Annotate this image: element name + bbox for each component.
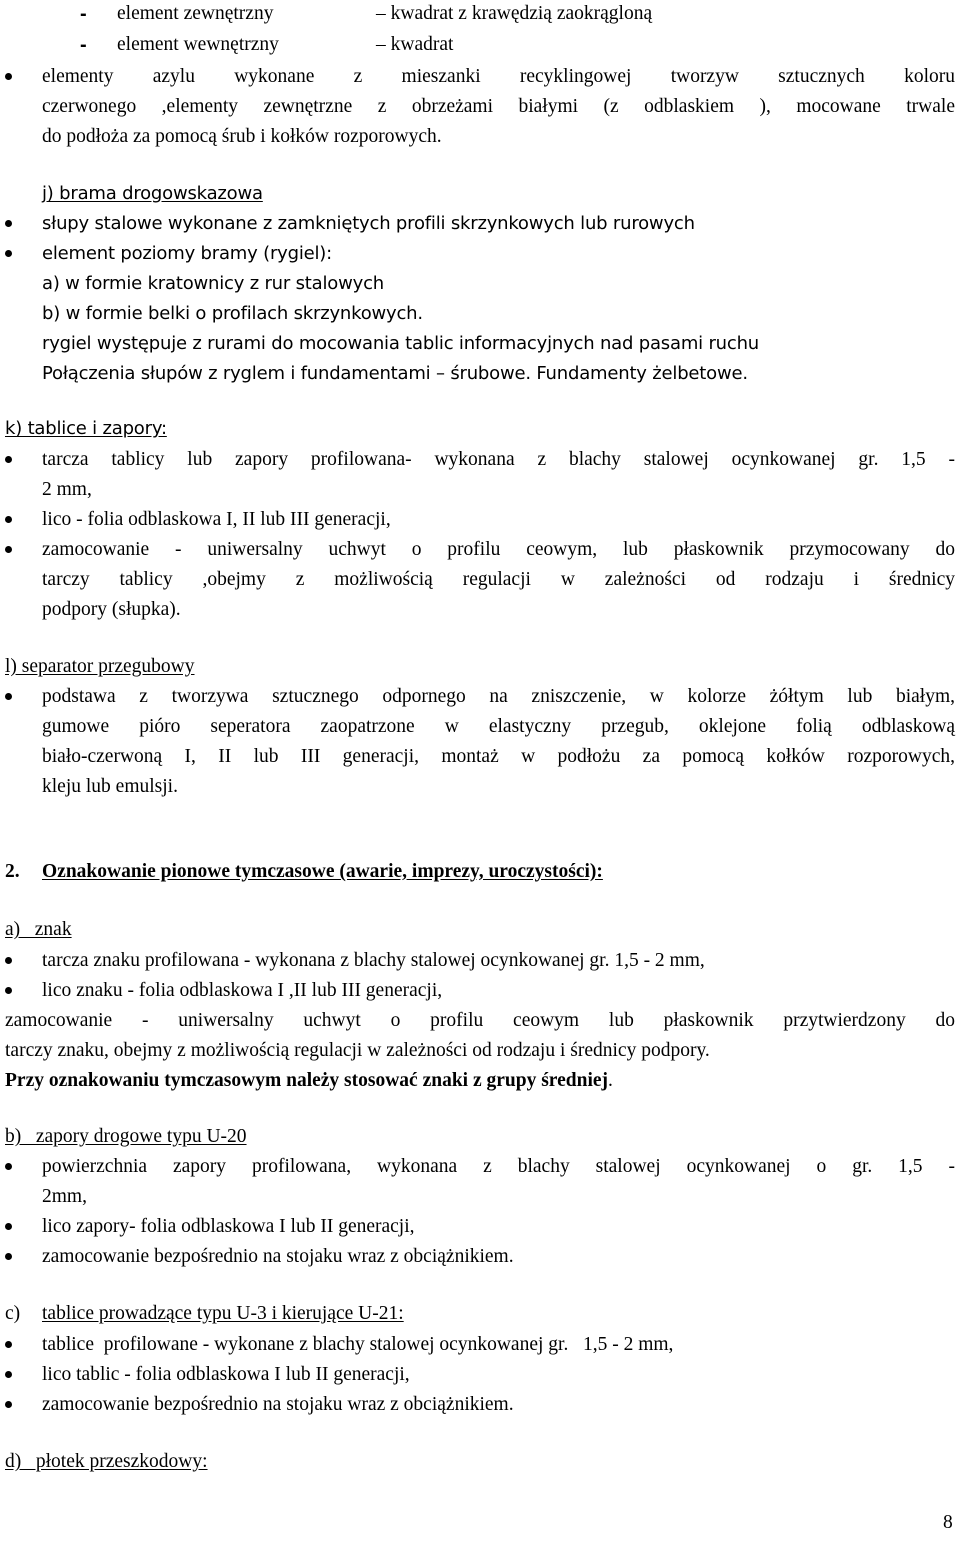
page-number: 8 — [943, 1512, 953, 1533]
section-k-bullet-1-line-1: tarcza tablicy lub zapory profilowana- wykonana z blachy stalowej ocynkowanej gr. 1,5 - — [42, 449, 955, 470]
asylum-line-3: do podłoża za pomocą śrub i kołków rozporowych. — [42, 126, 442, 147]
bullet-icon — [5, 1163, 12, 1170]
section-b-bullet-1-line-1: powierzchnia zapory profilowana, wykonana z blachy stalowej ocynkowanej o gr. 1,5 - — [42, 1156, 955, 1177]
section-c-bullet-2: lico tablic - folia odblaskowa I lub II generacji, — [42, 1364, 410, 1385]
section-b-bullet-3: zamocowanie bezpośrednio na stojaku wraz z obciążnikiem. — [42, 1246, 514, 1267]
section-k-heading: k) tablice i zapory: — [5, 418, 167, 439]
section-k-bullet-1-line-2: 2 mm, — [42, 479, 92, 500]
section-k-bullet-3-line-3: podpory (słupka). — [42, 599, 181, 620]
bullet-icon — [5, 987, 12, 994]
bullet-icon — [5, 1223, 12, 1230]
section-c-bullet-1: tablice profilowane - wykonane z blachy stalowej ocynkowanej gr. 1,5 - 2 mm, — [42, 1334, 674, 1355]
section-j-bullet-1: słupy stalowe wykonane z zamkniętych profili skrzynkowych lub rurowych — [42, 213, 695, 234]
bullet-icon — [5, 456, 12, 463]
outer-element-label: element zewnętrzny — [117, 3, 274, 24]
section-l-line-2: gumowe pióro seperatora zaopatrzone w elastyczny przegub, oklejone folią odblaskową — [42, 716, 955, 737]
section-k-bullet-3-line-2: tarczy tablicy ,obejmy z możliwością regulacji w zależności od rodzaju i średnicy — [42, 569, 955, 590]
bullet-icon — [5, 1401, 12, 1408]
bullet-icon — [5, 1253, 12, 1260]
section-j-heading: j) brama drogowskazowa — [42, 183, 263, 204]
section-b-bullet-1-line-2: 2mm, — [42, 1186, 87, 1207]
bullet-icon — [5, 546, 12, 553]
section-j-bullet-2: element poziomy bramy (rygiel): — [42, 243, 332, 264]
asylum-line-2: czerwonego ,elementy zewnętrzne z obrzeżami białymi (z odblaskiem ), mocowane trwale — [42, 96, 955, 117]
bullet-icon — [5, 250, 12, 257]
section-c-bullet-3: zamocowanie bezpośrednio na stojaku wraz z obciążnikiem. — [42, 1394, 514, 1415]
section-l-heading: l) separator przegubowy — [5, 656, 195, 677]
section-b-heading: b) zapory drogowe typu U-20 — [5, 1126, 247, 1147]
inner-element-label: element wewnętrzny — [117, 34, 279, 55]
bullet-icon — [5, 220, 12, 227]
section-l-line-4: kleju lub emulsji. — [42, 776, 178, 797]
bullet-icon — [5, 516, 12, 523]
section-2-number: 2. — [5, 861, 20, 882]
inner-element-shape: – kwadrat — [376, 34, 454, 55]
section-a-para-1: zamocowanie - uniwersalny uchwyt o profilu ceowym lub płaskownik przytwierdzony do — [5, 1010, 955, 1031]
bullet-icon — [5, 1341, 12, 1348]
asylum-line-1: elementy azylu wykonane z mieszanki recyklingowej tworzyw sztucznych koloru — [42, 66, 955, 87]
section-a-bullet-1: tarcza znaku profilowana - wykonana z blachy stalowej ocynkowanej gr. 1,5 - 2 mm, — [42, 950, 705, 971]
section-a-para-2: tarczy znaku, obejmy z możliwością regulacji w zależności od rodzaju i średnicy podpory. — [5, 1040, 710, 1061]
section-b-bullet-2: lico zapory- folia odblaskowa I lub II generacji, — [42, 1216, 415, 1237]
section-k-bullet-2: lico - folia odblaskowa I, II lub III generacji, — [42, 509, 391, 530]
bullet-icon — [5, 957, 12, 964]
section-j-para-2: Połączenia słupów z ryglem i fundamentami – śrubowe. Fundamenty żelbetowe. — [42, 363, 748, 384]
section-a-bold-note: Przy oznakowaniu tymczasowym należy stosować znaki z grupy średniej — [5, 1070, 609, 1091]
section-k-bullet-3-line-1: zamocowanie - uniwersalny uchwyt o profilu ceowym, lub płaskownik przymocowany do — [42, 539, 955, 560]
section-2-title: Oznakowanie pionowe tymczasowe (awarie, imprezy, uroczystości): — [42, 861, 603, 882]
bullet-icon — [5, 1371, 12, 1378]
bullet-icon — [5, 73, 12, 80]
dash-marker: - — [80, 34, 87, 56]
section-c-heading: tablice prowadzące typu U-3 i kierujące U-21: — [42, 1303, 404, 1324]
section-c-label: c) — [5, 1303, 21, 1324]
section-d-heading: d) płotek przeszkodowy: — [5, 1451, 208, 1472]
section-j-para-1: rygiel występuje z rurami do mocowania tablic informacyjnych nad pasami ruchu — [42, 333, 759, 354]
section-l-line-1: podstawa z tworzywa sztucznego odpornego na zniszczenie, w kolorze żółtym lub białym, — [42, 686, 955, 707]
section-j-item-a: a) w formie kratownicy z rur stalowych — [42, 273, 384, 294]
section-l-line-3: biało-czerwoną I, II lub III generacji, montaż w podłożu za pomocą kołków rozporowych, — [42, 746, 955, 767]
bullet-icon — [5, 693, 12, 700]
section-a-heading: a) znak — [5, 919, 72, 940]
dash-marker: - — [80, 3, 87, 25]
outer-element-shape: – kwadrat z krawędzią zaokrągloną — [376, 3, 653, 24]
section-a-note-end: . — [608, 1070, 613, 1091]
section-a-bullet-2: lico znaku - folia odblaskowa I ,II lub III generacji, — [42, 980, 443, 1001]
section-a-note — [5, 1070, 613, 1092]
section-j-item-b: b) w formie belki o profilach skrzynkowych. — [42, 303, 423, 324]
